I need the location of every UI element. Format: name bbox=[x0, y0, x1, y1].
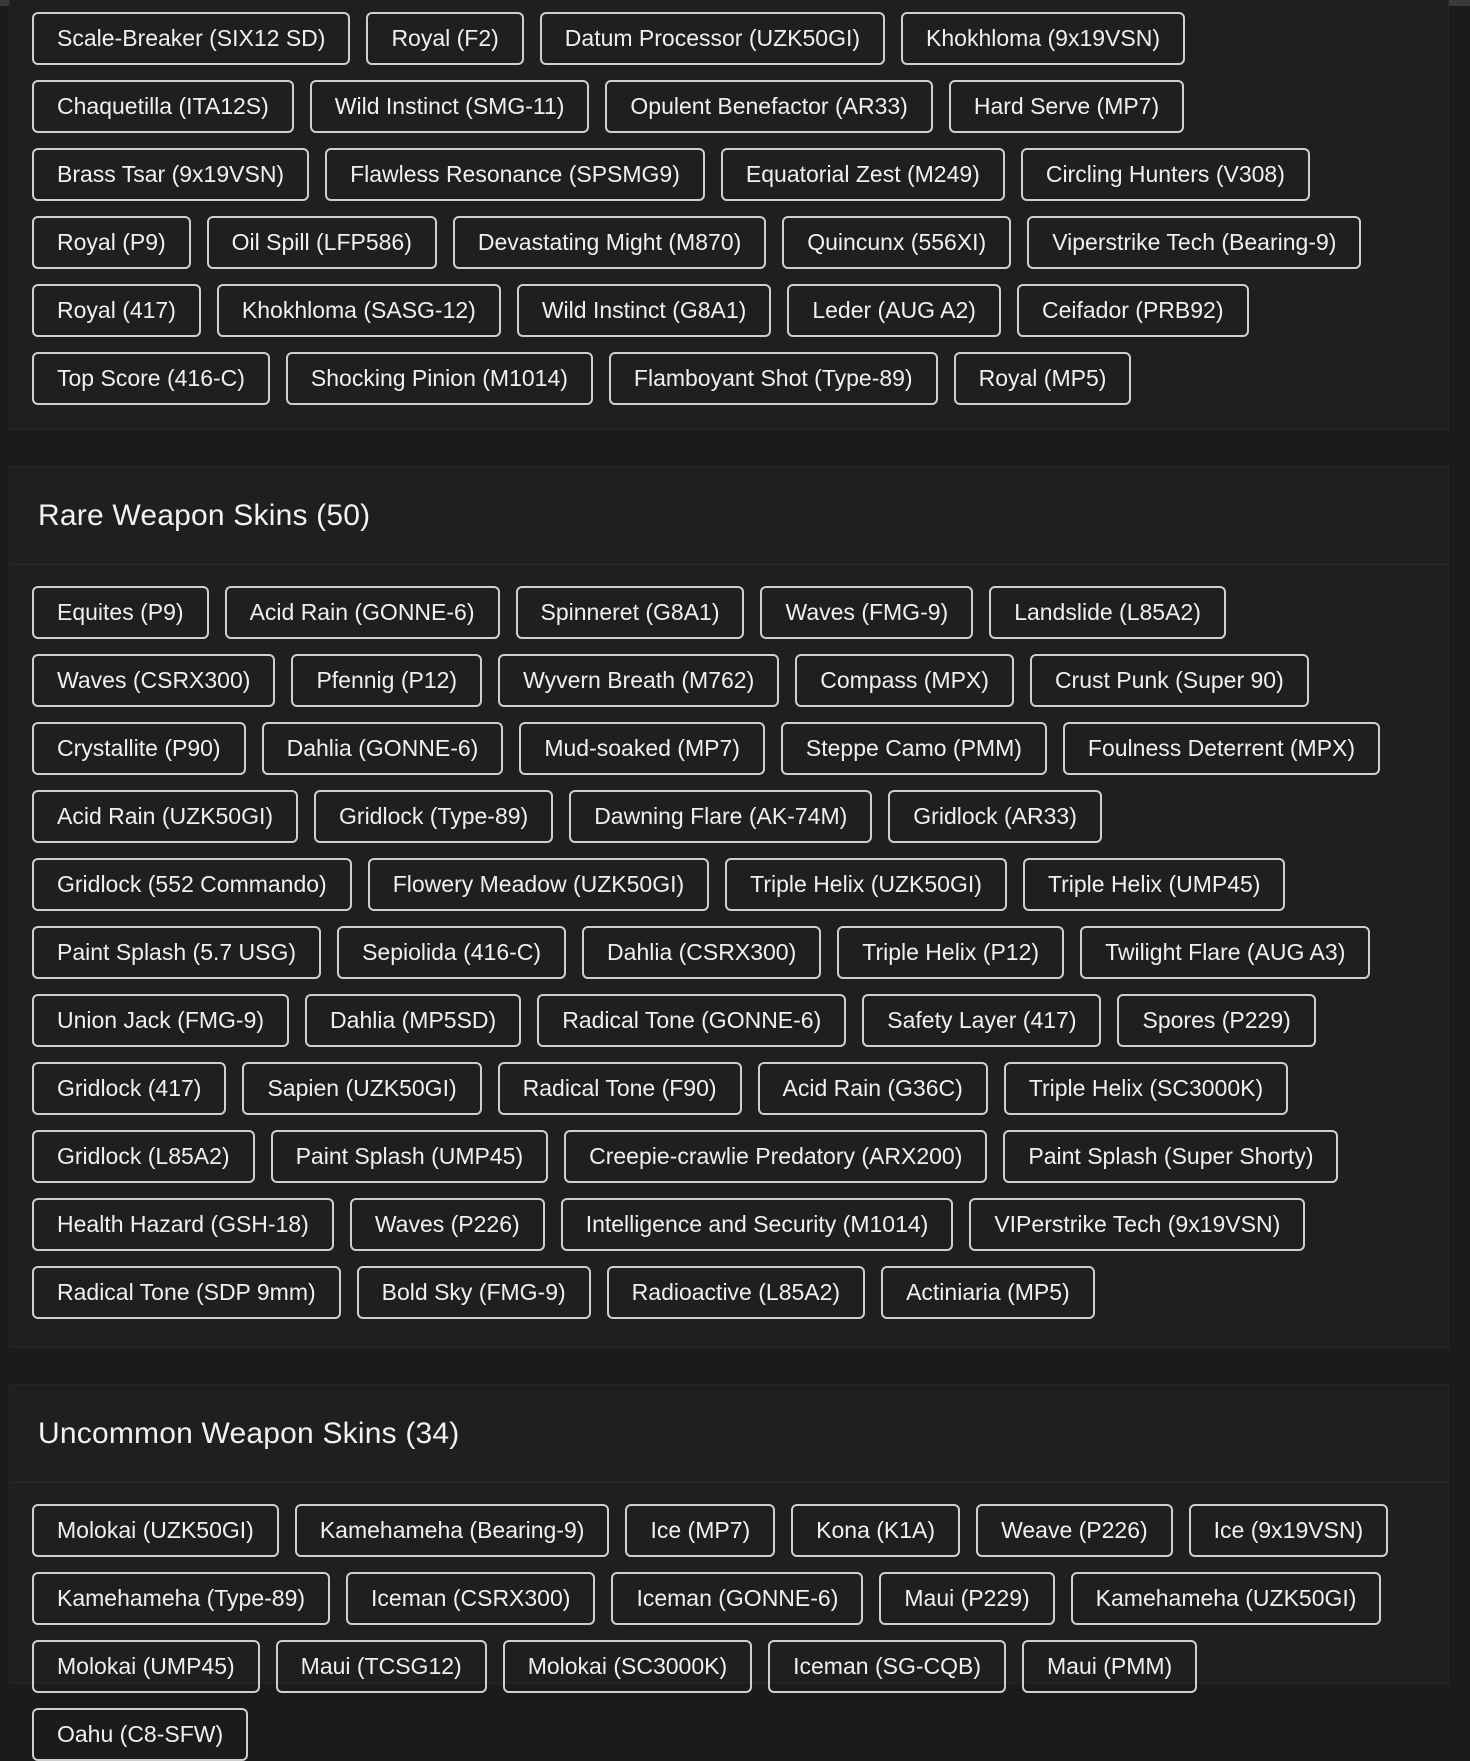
skin-chip[interactable]: Ice (MP7) bbox=[625, 1504, 775, 1557]
skin-chip[interactable]: Compass (MPX) bbox=[795, 654, 1014, 707]
skin-chip[interactable]: Acid Rain (UZK50GI) bbox=[32, 790, 298, 843]
skin-chip[interactable]: Actiniaria (MP5) bbox=[881, 1266, 1095, 1319]
skin-chip[interactable]: Health Hazard (GSH-18) bbox=[32, 1198, 334, 1251]
skin-chip[interactable]: Molokai (SC3000K) bbox=[503, 1640, 752, 1693]
skin-chip[interactable]: Radical Tone (GONNE-6) bbox=[537, 994, 846, 1047]
skin-chip[interactable]: Flawless Resonance (SPSMG9) bbox=[325, 148, 705, 201]
skin-chip[interactable]: Dahlia (MP5SD) bbox=[305, 994, 521, 1047]
skin-chip[interactable]: Waves (FMG-9) bbox=[760, 586, 973, 639]
skin-chip[interactable]: Creepie-crawlie Predatory (ARX200) bbox=[564, 1130, 987, 1183]
skin-chip[interactable]: Gridlock (AR33) bbox=[888, 790, 1102, 843]
skin-chip[interactable]: Royal (P9) bbox=[32, 216, 191, 269]
skin-chip[interactable]: Circling Hunters (V308) bbox=[1021, 148, 1310, 201]
skin-chip[interactable]: Molokai (UZK50GI) bbox=[32, 1504, 279, 1557]
skin-chip[interactable]: Khokhloma (SASG-12) bbox=[217, 284, 501, 337]
skin-chip[interactable]: Chaquetilla (ITA12S) bbox=[32, 80, 294, 133]
skin-chip[interactable]: Shocking Pinion (M1014) bbox=[286, 352, 593, 405]
skin-chip[interactable]: Safety Layer (417) bbox=[862, 994, 1101, 1047]
skin-chip[interactable]: Viperstrike Tech (Bearing-9) bbox=[1027, 216, 1361, 269]
skin-chip[interactable]: Maui (TCSG12) bbox=[276, 1640, 487, 1693]
skin-chip[interactable]: Royal (MP5) bbox=[954, 352, 1132, 405]
previous-skins-panel bbox=[9, 0, 1449, 430]
skin-chip[interactable]: Ceifador (PRB92) bbox=[1017, 284, 1249, 337]
uncommon-section-title: Uncommon Weapon Skins (34) bbox=[38, 1416, 460, 1450]
skin-chip[interactable]: Kamehameha (UZK50GI) bbox=[1071, 1572, 1382, 1625]
skin-chip[interactable]: Paint Splash (5.7 USG) bbox=[32, 926, 321, 979]
skin-chip[interactable]: Leder (AUG A2) bbox=[787, 284, 1001, 337]
skin-chip[interactable]: Acid Rain (GONNE-6) bbox=[225, 586, 500, 639]
skin-chip[interactable]: Kamehameha (Type-89) bbox=[32, 1572, 330, 1625]
skin-chip[interactable]: Iceman (CSRX300) bbox=[346, 1572, 595, 1625]
skin-chip[interactable]: Equatorial Zest (M249) bbox=[721, 148, 1005, 201]
skin-chip[interactable]: Iceman (GONNE-6) bbox=[611, 1572, 863, 1625]
skin-chip[interactable]: Radical Tone (SDP 9mm) bbox=[32, 1266, 341, 1319]
skin-chip[interactable]: Gridlock (L85A2) bbox=[32, 1130, 255, 1183]
skin-chip[interactable]: Foulness Deterrent (MPX) bbox=[1063, 722, 1380, 775]
skin-chip[interactable]: Bold Sky (FMG-9) bbox=[357, 1266, 591, 1319]
skin-chip[interactable]: Dahlia (GONNE-6) bbox=[262, 722, 504, 775]
skin-chip[interactable]: Weave (P226) bbox=[976, 1504, 1173, 1557]
skin-chip[interactable]: Triple Helix (P12) bbox=[837, 926, 1064, 979]
rare-section-header bbox=[10, 467, 1448, 565]
skin-chip[interactable]: Waves (P226) bbox=[350, 1198, 545, 1251]
uncommon-section-header bbox=[10, 1385, 1448, 1483]
skin-chip[interactable]: Waves (CSRX300) bbox=[32, 654, 275, 707]
skin-chip[interactable]: Quincunx (556XI) bbox=[782, 216, 1011, 269]
previous-skins-list bbox=[10, 0, 1448, 405]
skin-chip[interactable]: Khokhloma (9x19VSN) bbox=[901, 12, 1185, 65]
skin-chip[interactable]: Devastating Might (M870) bbox=[453, 216, 766, 269]
skin-chip[interactable]: Dawning Flare (AK-74M) bbox=[569, 790, 872, 843]
skin-chip[interactable]: Wyvern Breath (M762) bbox=[498, 654, 779, 707]
skin-chip[interactable]: Flowery Meadow (UZK50GI) bbox=[368, 858, 709, 911]
rare-weapon-skins-panel bbox=[9, 466, 1449, 1348]
skin-chip[interactable]: Royal (F2) bbox=[366, 12, 523, 65]
skin-chip[interactable]: Union Jack (FMG-9) bbox=[32, 994, 289, 1047]
rare-section-title: Rare Weapon Skins (50) bbox=[38, 498, 371, 532]
rare-skins-list bbox=[10, 565, 1448, 1319]
skin-chip[interactable]: Triple Helix (SC3000K) bbox=[1004, 1062, 1288, 1115]
skin-chip[interactable]: Flamboyant Shot (Type-89) bbox=[609, 352, 938, 405]
skin-chip[interactable]: Triple Helix (UZK50GI) bbox=[725, 858, 1007, 911]
skin-chip[interactable]: Wild Instinct (G8A1) bbox=[517, 284, 772, 337]
uncommon-weapon-skins-panel bbox=[9, 1384, 1449, 1747]
skin-chip[interactable]: Hard Serve (MP7) bbox=[949, 80, 1184, 133]
skin-chip[interactable]: Scale-Breaker (SIX12 SD) bbox=[32, 12, 350, 65]
skin-chip[interactable]: Brass Tsar (9x19VSN) bbox=[32, 148, 309, 201]
skin-chip[interactable]: Mud-soaked (MP7) bbox=[519, 722, 765, 775]
skin-chip[interactable]: Acid Rain (G36C) bbox=[758, 1062, 988, 1115]
skin-chip[interactable]: Twilight Flare (AUG A3) bbox=[1080, 926, 1370, 979]
skin-chip[interactable]: Spores (P229) bbox=[1117, 994, 1315, 1047]
skin-chip[interactable]: Iceman (SG-CQB) bbox=[768, 1640, 1006, 1693]
skin-chip[interactable]: Gridlock (Type-89) bbox=[314, 790, 553, 843]
skin-chip[interactable]: Dahlia (CSRX300) bbox=[582, 926, 821, 979]
skin-chip[interactable]: Molokai (UMP45) bbox=[32, 1640, 260, 1693]
skin-chip[interactable]: Crystallite (P90) bbox=[32, 722, 246, 775]
skin-chip[interactable]: Equites (P9) bbox=[32, 586, 209, 639]
skin-chip[interactable]: Kamehameha (Bearing-9) bbox=[295, 1504, 610, 1557]
skin-chip[interactable]: Crust Punk (Super 90) bbox=[1030, 654, 1309, 707]
skin-chip[interactable]: Paint Splash (UMP45) bbox=[271, 1130, 549, 1183]
skin-chip[interactable]: Datum Processor (UZK50GI) bbox=[540, 12, 885, 65]
uncommon-skins-list bbox=[10, 1483, 1448, 1761]
skin-chip[interactable]: Wild Instinct (SMG-11) bbox=[310, 80, 590, 133]
skin-chip[interactable]: Oil Spill (LFP586) bbox=[207, 216, 437, 269]
skin-chip[interactable]: Paint Splash (Super Shorty) bbox=[1003, 1130, 1338, 1183]
skin-chip[interactable]: Radioactive (L85A2) bbox=[607, 1266, 865, 1319]
skin-chip[interactable]: Maui (P229) bbox=[879, 1572, 1054, 1625]
skin-chip[interactable]: Radical Tone (F90) bbox=[498, 1062, 742, 1115]
skin-chip[interactable]: Pfennig (P12) bbox=[291, 654, 482, 707]
skin-chip[interactable]: Landslide (L85A2) bbox=[989, 586, 1226, 639]
skin-chip[interactable]: Sepiolida (416-C) bbox=[337, 926, 566, 979]
skin-chip[interactable]: Spinneret (G8A1) bbox=[516, 586, 745, 639]
skin-chip[interactable]: VIPerstrike Tech (9x19VSN) bbox=[969, 1198, 1305, 1251]
skin-chip[interactable]: Gridlock (552 Commando) bbox=[32, 858, 352, 911]
skin-chip[interactable]: Gridlock (417) bbox=[32, 1062, 226, 1115]
skin-chip[interactable]: Steppe Camo (PMM) bbox=[781, 722, 1047, 775]
skin-chip[interactable]: Opulent Benefactor (AR33) bbox=[605, 80, 932, 133]
skin-chip[interactable]: Sapien (UZK50GI) bbox=[242, 1062, 481, 1115]
skin-chip[interactable]: Intelligence and Security (M1014) bbox=[561, 1198, 954, 1251]
skin-chip[interactable]: Top Score (416-C) bbox=[32, 352, 270, 405]
skin-chip[interactable]: Maui (PMM) bbox=[1022, 1640, 1197, 1693]
skin-chip[interactable]: Royal (417) bbox=[32, 284, 201, 337]
skin-chip[interactable]: Ice (9x19VSN) bbox=[1189, 1504, 1389, 1557]
skin-chip[interactable]: Oahu (C8-SFW) bbox=[32, 1708, 248, 1761]
skin-chip[interactable]: Kona (K1A) bbox=[791, 1504, 960, 1557]
skin-chip[interactable]: Triple Helix (UMP45) bbox=[1023, 858, 1286, 911]
